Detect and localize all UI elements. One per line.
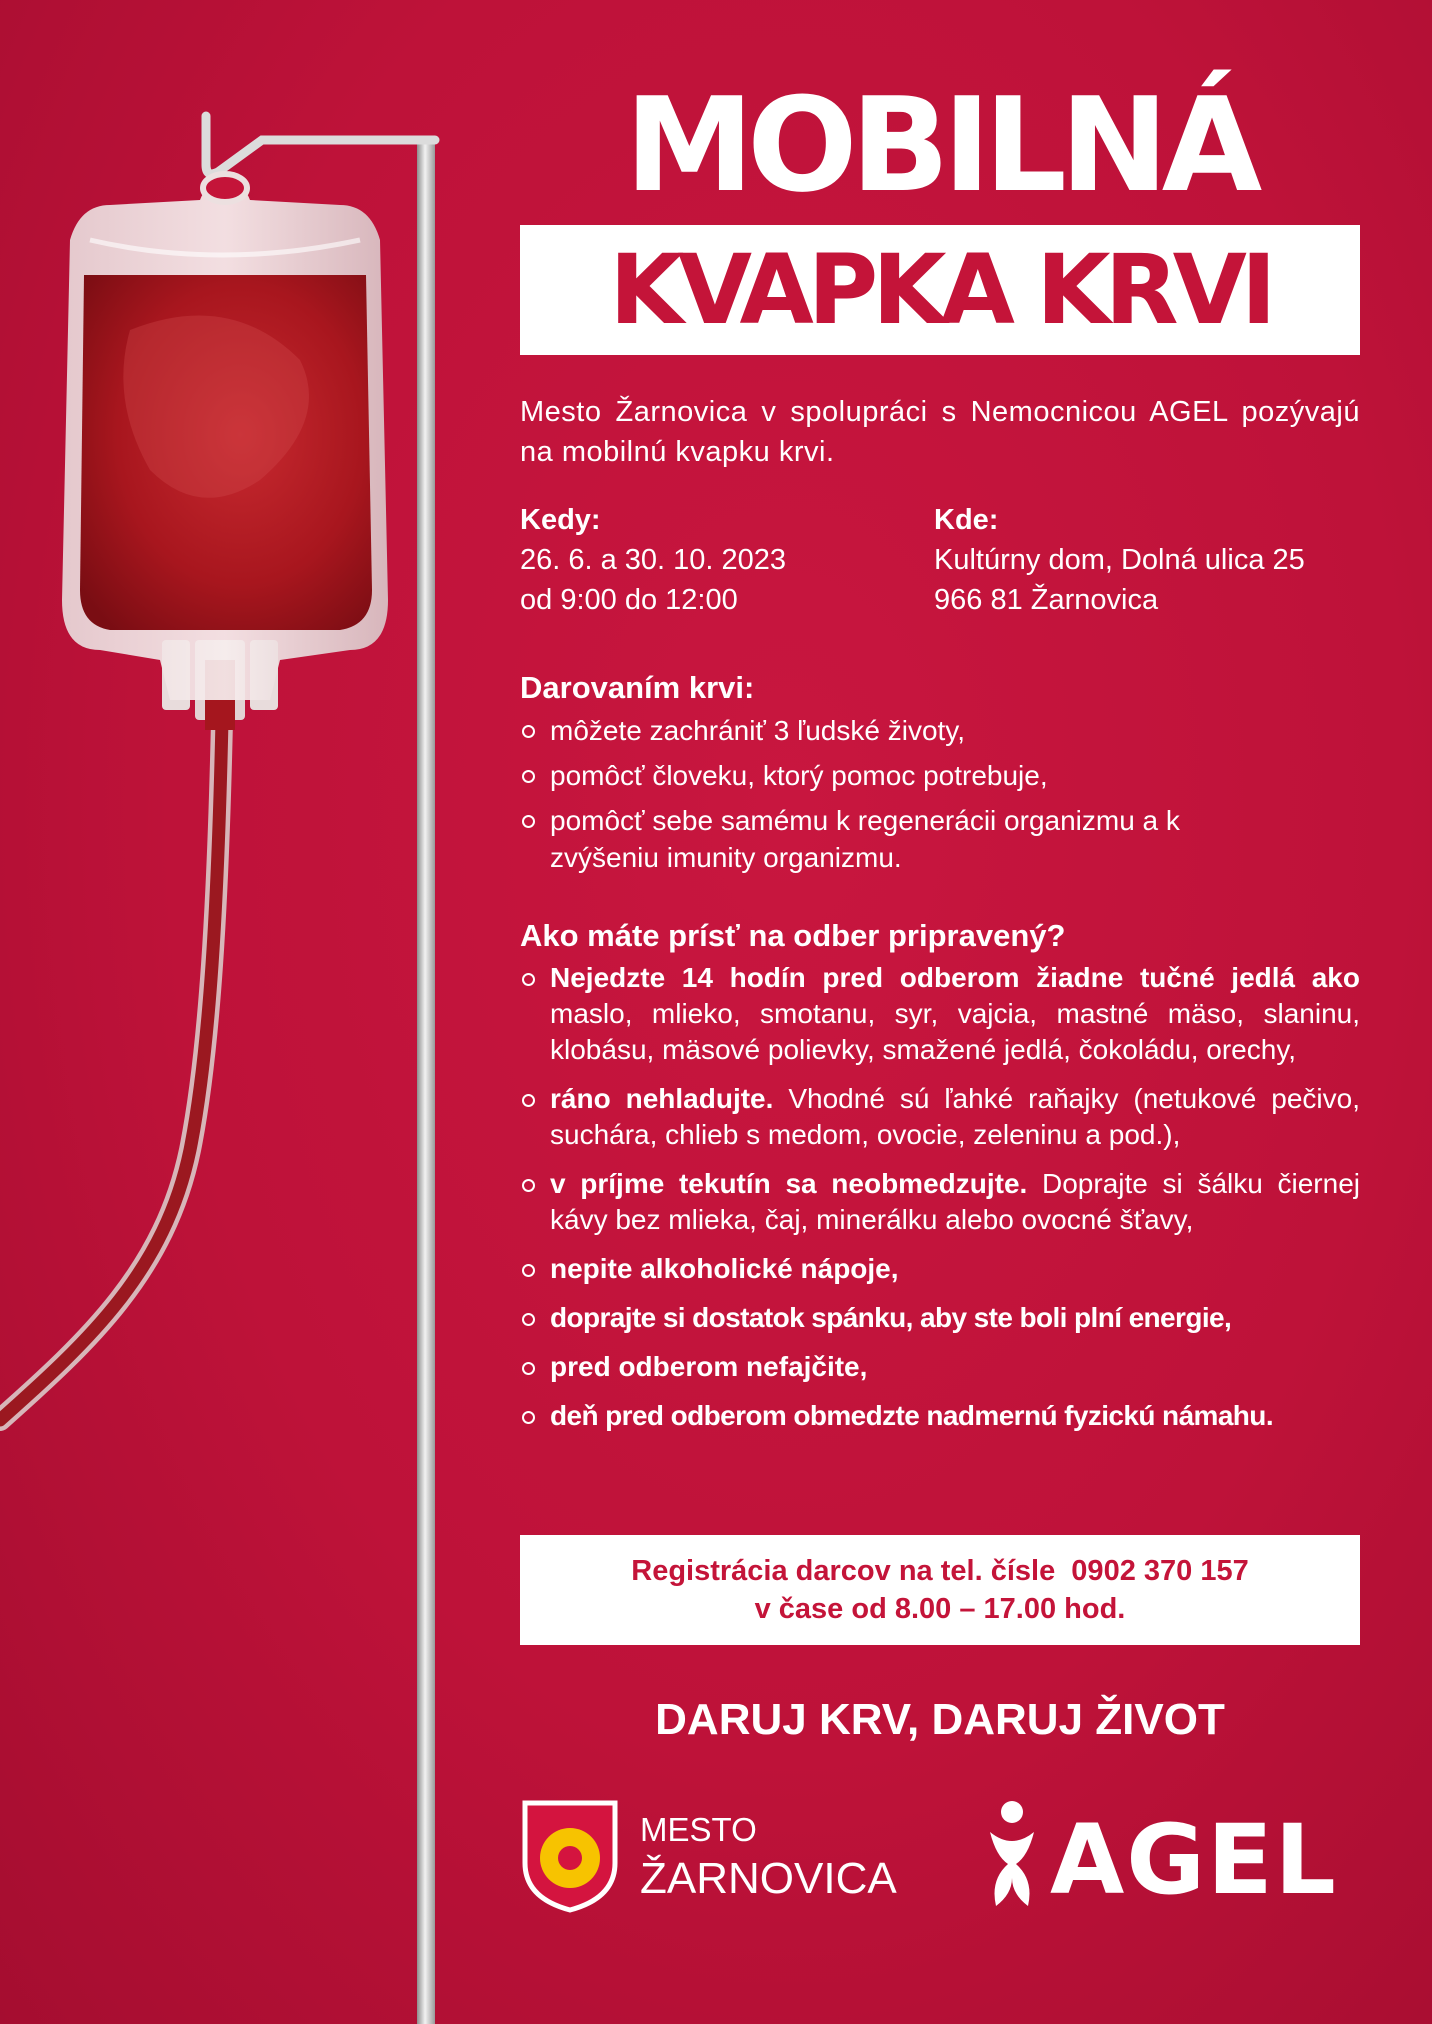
where-label: Kde:: [934, 504, 999, 536]
list-item: pomôcť človeku, ktorý pomoc potrebuje,: [520, 757, 1360, 794]
donating-list: [520, 712, 1360, 884]
donating-title: Darovaním krvi:: [520, 670, 755, 705]
where-city: 966 81 Žarnovica: [934, 584, 1159, 616]
tip-text: maslo, mlieko, smotanu, syr, vajcia, mastné mäso, slaninu, klobásu, mäsové polievky, smažené jedlá, čokoládu, orechy,: [550, 998, 1360, 1065]
intro-text: Mesto Žarnovica v spolupráci s Nemocnicou AGEL pozývajú na mobilnú kvapku krvi.: [520, 396, 1360, 468]
agel-logo-text: AGEL: [1050, 1804, 1338, 1916]
list-item: [520, 1251, 1360, 1287]
list-item: [520, 1166, 1360, 1238]
when-label: Kedy:: [520, 504, 601, 536]
tip-text: Vhodné sú ľahké raňajky (netukové pečivo, suchára, chlieb s medom, ovocie, zeleninu a pod.),: [550, 1083, 1361, 1150]
iv-pole: [417, 140, 435, 2024]
title-mobilna: MOBILNÁ: [624, 69, 1256, 221]
when-block: [520, 500, 786, 620]
when-dates: 26. 6. a 30. 10. 2023: [520, 544, 787, 576]
tip-bold: ráno nehladujte.: [550, 1083, 774, 1114]
list-item: [520, 1081, 1360, 1153]
bag-hang-hole: [203, 174, 247, 202]
blood-tube: [0, 720, 222, 1420]
where-address: Kultúrny dom, Dolná ulica 25: [934, 544, 1305, 576]
list-item: môžete zachrániť 3 ľudské životy,: [520, 712, 1360, 749]
tip-bold: pred odberom nefajčite,: [550, 1351, 868, 1382]
preparation-title: Ako máte prísť na odber pripravený?: [520, 918, 1066, 953]
registration-box: [520, 1535, 1360, 1645]
town-crest-icon: [520, 1798, 620, 1913]
agel-figure-icon: [982, 1798, 1042, 1913]
list-item: [520, 1349, 1360, 1385]
list-item: [520, 960, 1360, 1068]
tip-text: Doprajte si šálku čiernej kávy bez mlieka, čaj, minerálku alebo ovocné šťavy,: [550, 1168, 1360, 1235]
tip-bold: doprajte si dostatok spánku, aby ste boli plní energie,: [550, 1302, 1232, 1333]
list-item: pomôcť sebe samému k regenerácii organizmu a k zvýšeniu imunity organizmu.: [520, 802, 1270, 876]
mesto-label: MESTO: [640, 1811, 757, 1848]
slogan: DARUJ KRV, DARUJ ŽIVOT: [655, 1695, 1225, 1744]
when-time: od 9:00 do 12:00: [520, 584, 738, 616]
zarnovica-label: ŽARNOVICA: [640, 1854, 897, 1903]
registration-phone: Registrácia darcov na tel. čísle 0902 370 157: [631, 1555, 1249, 1587]
blood-bag-illustration: [0, 0, 520, 2024]
mesto-logo-text: [640, 1808, 897, 1906]
tip-bold: nepite alkoholické nápoje,: [550, 1253, 899, 1284]
iv-hook: [206, 116, 435, 174]
tip-bold: v príjme tekutín sa neobmedzujte.: [550, 1168, 1028, 1199]
list-item: [520, 1300, 1360, 1336]
list-item: [520, 1398, 1360, 1434]
preparation-list: [520, 960, 1360, 1447]
registration-hours: v čase od 8.00 – 17.00 hod.: [754, 1593, 1126, 1625]
tip-bold: Nejedzte 14 hodín pred odberom žiadne tučné jedlá ako: [550, 962, 1360, 993]
where-block: [934, 500, 1305, 620]
tip-bold: deň pred odberom obmedzte nadmernú fyzickú námahu.: [550, 1400, 1273, 1431]
title-kvapka-krvi: KVAPKA KRVI: [520, 225, 1360, 355]
